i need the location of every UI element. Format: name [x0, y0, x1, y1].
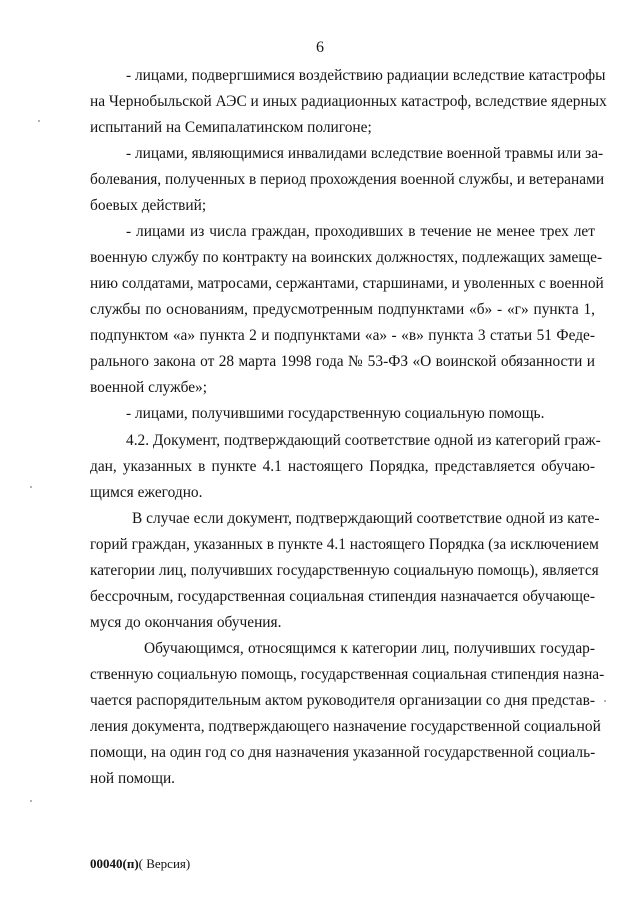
document-footer [90, 856, 190, 872]
text-line: В случае если документ, подтверждающий соответствие одной из кате- [132, 510, 600, 527]
text-line: военной службе»; [90, 379, 207, 396]
text-line: испытаний на Семипалатинском полигоне; [90, 119, 372, 136]
scan-speck [30, 486, 32, 488]
text-line: бессрочным, государственная социальная стипендия назначается обучающе- [90, 588, 595, 605]
text-line: муся до окончания обучения. [90, 614, 282, 631]
text-line: - лицами из числа граждан, проходивших в течение не менее трех лет [126, 223, 595, 240]
text-line: болевания, полученных в период прохождения военной службы, и ветеранами [90, 171, 605, 188]
text-line: щимся ежегодно. [90, 484, 203, 501]
text-line: службы по основаниям, предусмотренным подпунктами «б» - «г» пункта 1, [90, 301, 595, 318]
text-line: рального закона от 28 марта 1998 года № 53-ФЗ «О воинской обязанности и [90, 353, 595, 370]
text-line: ной помощи. [90, 770, 176, 787]
page-number: 6 [316, 39, 324, 56]
text-line: Обучающимся, относящимся к категории лиц, получивших государ- [144, 640, 595, 657]
scan-speck [38, 120, 40, 122]
text-line: боевых действий; [90, 197, 207, 214]
text-line: дан, указанных в пункте 4.1 настоящего Порядка, представляется обучаю- [90, 458, 595, 475]
text-line: чается распорядительным актом руководителя организации со дня представ- [90, 692, 595, 709]
text-line: военную службу по контракту на воинских должностях, подлежащих замеще- [90, 249, 603, 266]
text-line: ления документа, подтверждающего назначение государственной социальной [90, 718, 601, 735]
scan-speck [30, 800, 32, 802]
text-line: категории лиц, получивших государственную социальную помощь), является [90, 562, 599, 579]
document-version: ( Версия) [138, 856, 191, 871]
text-line: нию солдатами, матросами, сержантами, старшинами, и уволенных с военной [90, 275, 604, 292]
text-line: помощи, на один год со дня назначения указанной государственной социаль- [90, 744, 596, 761]
text-line: - лицами, подвергшимися воздействию радиации вследствие катастрофы [126, 67, 606, 84]
text-line: на Чернобыльской АЭС и иных радиационных катастроф, вследствие ядерных [90, 93, 607, 110]
text-line: 4.2. Документ, подтверждающий соответствие одной из категорий граж- [126, 432, 601, 449]
text-line: горий граждан, указанных в пункте 4.1 настоящего Порядка (за исключением [90, 536, 599, 553]
text-line: подпунктом «а» пункта 2 и подпунктами «а» - «в» пункта 3 статьи 51 Феде- [90, 327, 595, 344]
text-line: ственную социальную помощь, государственная социальная стипендия назна- [90, 666, 605, 683]
scan-speck [604, 700, 606, 702]
text-line: - лицами, являющимися инвалидами вследствие военной травмы или за- [126, 145, 604, 162]
text-line: - лицами, получившими государственную социальную помощь. [126, 405, 545, 422]
document-code: 00040(п) [90, 856, 139, 871]
